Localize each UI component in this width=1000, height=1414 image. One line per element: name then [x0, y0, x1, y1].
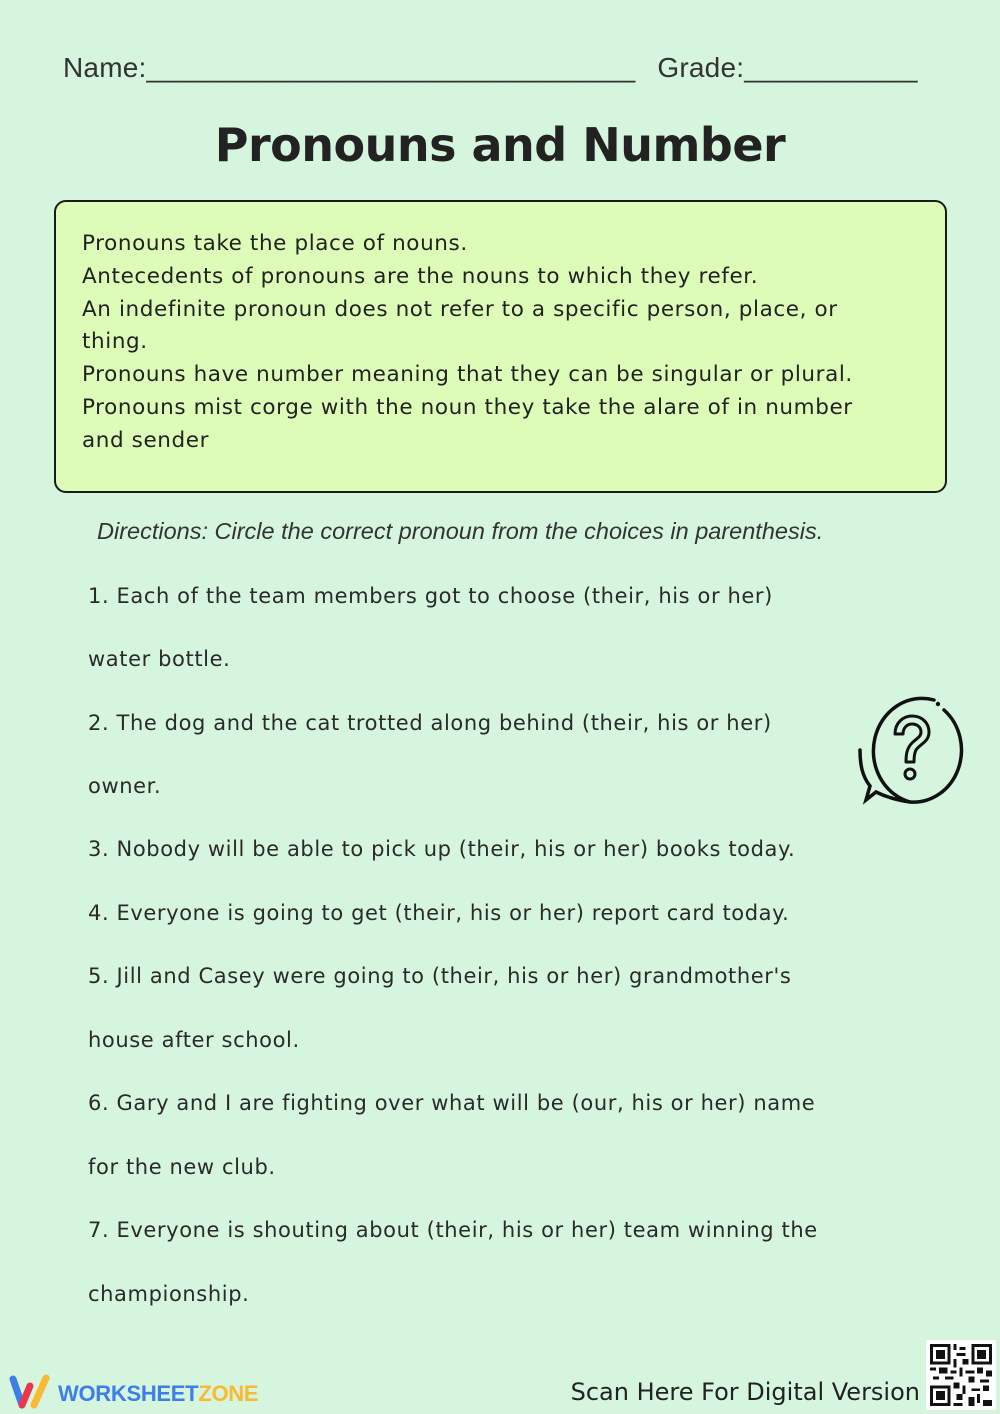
question-7-line-1: 7. Everyone is shouting about (their, his or her) team winning the [88, 1218, 818, 1242]
scan-here-text: Scan Here For Digital Version [570, 1378, 920, 1406]
logo-text-zone: ZONE [198, 1381, 259, 1406]
info-line: Pronouns have number meaning that they can be singular or plural. [82, 362, 853, 388]
question-speech-bubble-icon [856, 690, 964, 810]
page-title: Pronouns and Number [214, 118, 786, 172]
question-2-line-2: owner. [88, 774, 162, 798]
worksheetzone-logo-icon [8, 1374, 52, 1414]
qr-code-icon[interactable] [926, 1340, 996, 1410]
info-line: thing. [82, 329, 148, 355]
question-5-line-2: house after school. [88, 1028, 300, 1052]
question-5-line-1: 5. Jill and Casey were going to (their, his or her) grandmother's [88, 964, 792, 988]
logo-text-worksheet: WORKSHEET [58, 1381, 199, 1406]
question-2-line-1: 2. The dog and the cat trotted along behind (their, his or her) [88, 711, 772, 735]
question-7-line-2: championship. [88, 1282, 250, 1306]
grade-field-label: Grade:___________ [657, 52, 918, 83]
info-line: Antecedents of pronouns are the nouns to which they refer. [82, 263, 759, 289]
question-4: 4. Everyone is going to get (their, his or her) report card today. [88, 901, 790, 925]
worksheetzone-logo[interactable] [8, 1374, 258, 1414]
info-line: An indefinite pronoun does not refer to a specific person, place, or [82, 296, 838, 322]
question-6-line-2: for the new club. [88, 1155, 276, 1179]
directions-text: Directions: Circle the correct pronoun from the choices in parenthesis. [97, 518, 824, 544]
info-line: and sender [82, 427, 210, 453]
logo-text [58, 1381, 258, 1407]
name-field-label: Name:_______________________________ [63, 52, 636, 83]
question-6-line-1: 6. Gary and I are fighting over what will be (our, his or her) name [88, 1091, 816, 1115]
question-1-line-1: 1. Each of the team members got to choose (their, his or her) [88, 584, 773, 608]
header-fields [63, 52, 920, 84]
info-line: Pronouns take the place of nouns. [82, 231, 468, 256]
question-1-line-2: water bottle. [88, 647, 231, 671]
info-line: Pronouns mist corge with the noun they take the alare of in number [82, 394, 853, 420]
question-3: 3. Nobody will be able to pick up (their, his or her) books today. [88, 837, 796, 861]
info-box [54, 200, 947, 493]
